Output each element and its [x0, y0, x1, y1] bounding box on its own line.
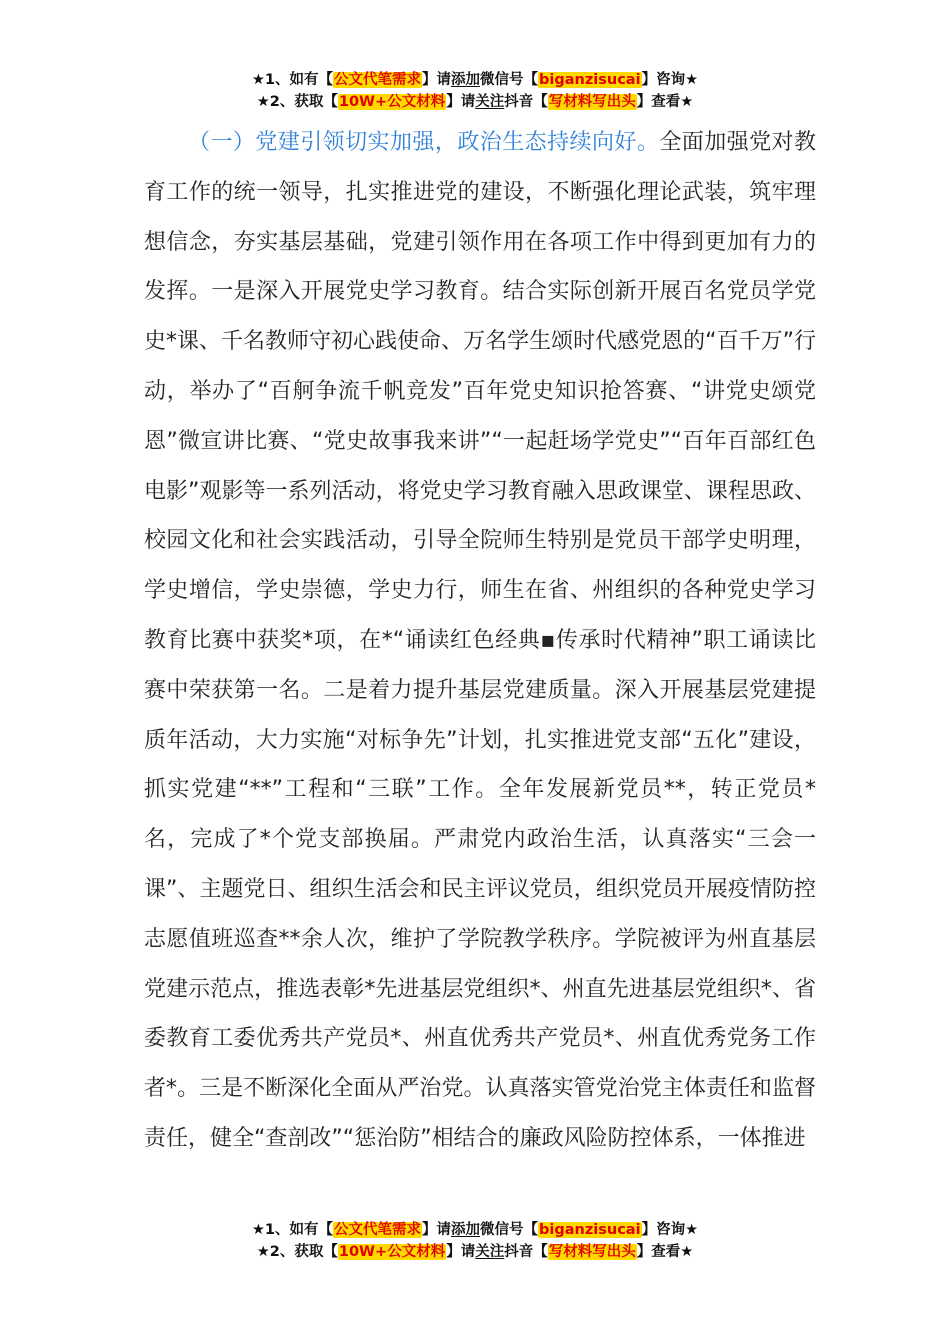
highlight-wechat-id: biganzisucai	[539, 72, 641, 88]
document-paragraph	[144, 118, 816, 1164]
highlight-service: 公文代笔需求	[334, 1222, 422, 1238]
highlight-materials: 10W+公文材料	[338, 94, 446, 110]
highlight-materials: 10W+公文材料	[338, 1244, 446, 1260]
promo-banner-top	[0, 69, 950, 113]
promo-line-2: ★2、获取【10W+公文材料】请关注抖音【写材料写出头】查看★	[256, 94, 694, 110]
highlight-douyin: 写材料写出头	[548, 1244, 636, 1260]
promo-banner-bottom	[0, 1219, 950, 1263]
section-heading: （一）党建引领切实加强，政治生态持续向好。	[188, 130, 660, 155]
paragraph-body: 全面加强党对教育工作的统一领导，扎实推进党的建设，不断强化理论武装，筑牢理想信念，夯实基层基础，党建引领作用在各项工作中得到更加有力的发挥。一是深入开展党史学习教育。结合实际创新开展百名党员学党史*课、千名教师守初心践使命、万名学生颂时代感党恩的“百千万”行动，举办了“百舸争流千帆竞发”百年党史知识抢答赛、“讲党史颂党恩”微宣讲比赛、“党史故事我来讲”“一起赶场学党史”“百年百部红色电影”观影等一系列活动，将党史学习教育融入思政课堂、课程思政、校园文化和社会实践活动，引导全院师生特别是党员干部学史明理，学史增信，学史崇德，学史力行，师生在省、州组织的各种党史学习教育比赛中获奖*项，在*“诵读红色经典▪传承时代精神”职工诵读比赛中荣获第一名。二是着力提升基层党建质量。深入开展基层党建提质年活动，大力实施“对标争先”计划，扎实推进党支部“五化”建设，抓实党建“**”工程和“三联”工作。全年发展新党员**，转正党员*名，完成了*个党支部换届。严肃党内政治生活，认真落实“三会一课”、主题党日、组织生活会和民主评议党员，组织党员开展疫情防控志愿值班巡查**余人次，维护了学院教学秩序。学院被评为州直基层党建示范点，推选表彰*先进基层党组织*、州直先进基层党组织*、省委教育工委优秀共产党员*、州直优秀共产党员*、州直优秀党务工作者*。三是不断深化全面从严治党。认真落实管党治党主体责任和监督责任，健全“查剖改”“惩治防”相结合的廉政风险防控体系，一体推进	[144, 130, 816, 1151]
highlight-service: 公文代笔需求	[334, 72, 422, 88]
promo-line-1: ★1、如有【公文代笔需求】请添加微信号【biganzisucai】咨询★	[251, 1222, 699, 1238]
promo-line-1: ★1、如有【公文代笔需求】请添加微信号【biganzisucai】咨询★	[251, 72, 699, 88]
highlight-douyin: 写材料写出头	[548, 94, 636, 110]
highlight-wechat-id: biganzisucai	[539, 1222, 641, 1238]
promo-line-2: ★2、获取【10W+公文材料】请关注抖音【写材料写出头】查看★	[256, 1244, 694, 1260]
